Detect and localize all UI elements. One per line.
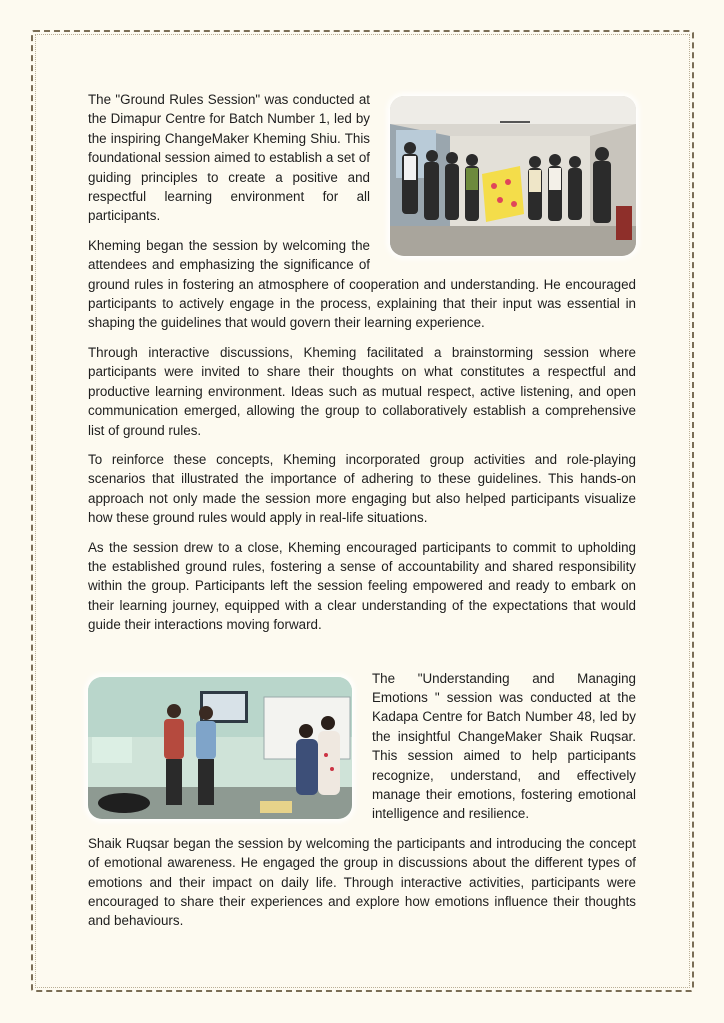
emotions-session-photo <box>88 677 352 819</box>
paragraph: Kheming began the session by welcoming the attendees and emphasizing the significance of ground rules in fostering an atmosphere of cooperation and understanding. He encouraged participants to actively engage in the process, explaining that their input was essential in shaping the guidelines that would govern their learning experience. <box>88 237 636 331</box>
section-spacer <box>88 645 636 669</box>
paragraph: As the session drew to a close, Kheming encouraged participants to commit to upholding the established ground rules, fostering a sense of accountability and shared responsibility within the group. Participants left the session feeling empowered and ready to embark on their learning journey, equipped with a clear understanding of the expectations that would guide their interactions moving forward. <box>88 539 636 633</box>
ground-rules-group-photo <box>390 96 636 256</box>
paragraph: The "Ground Rules Session" was conducted at the Dimapur Centre for Batch Number 1, led by the inspiring ChangeMaker Kheming Shiu. This foundational session aimed to establish a set of guiding principles to create a positive and respectful learning environment for all participants. <box>88 92 370 224</box>
paragraph: Through interactive discussions, Kheming facilitated a brainstorming session where participants were invited to share their thoughts on what constitutes a respectful and productive learning environment. Ideas such as mutual respect, active listening, and open communication emerged, allowing the group to collaboratively establish a comprehensive list of ground rules. <box>88 344 636 438</box>
paragraph: To reinforce these concepts, Kheming incorporated group activities and role-playing scenarios that illustrated the importance of adhering to these guidelines. This hands-on approach not only made the session more engaging but also helped participants visualize how these ground rules would apply in real-life situations. <box>88 451 636 526</box>
paragraph: The "Understanding and Managing Emotions " session was conducted at the Kadapa Centre for Batch Number 48, led by the insightful ChangeMaker Shaik Ruqsar. This session aimed to help participants recognize, understand, and effectively manage their emotions, fostering emotional intelligence and resilience. <box>372 670 636 822</box>
paragraph: Shaik Ruqsar began the session by welcoming the participants and introducing the concept of emotional awareness. He engaged the group in discussions about the different types of emotions and their impact on daily life. Through interactive activities, participants were encouraged to share their experiences and explore how emotions influence their thoughts and behaviours. <box>88 835 636 929</box>
newsletter-content <box>88 90 636 941</box>
